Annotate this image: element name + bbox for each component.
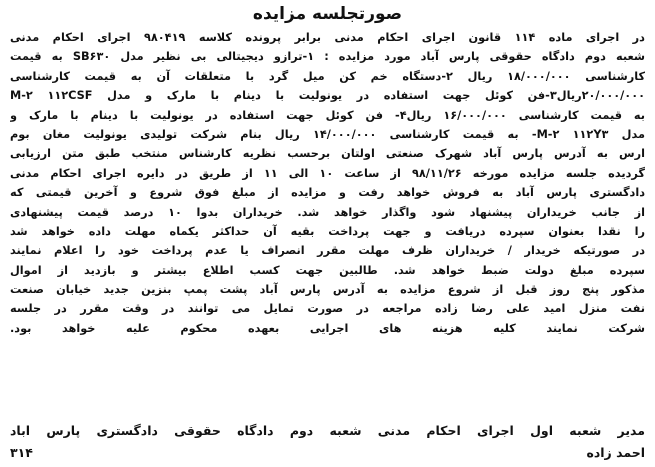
- notice-line: ۲۰/۰۰۰/۰۰۰ریال۳-فن کوئل جهت استفاده در یونولیت با دینام با مارک و مدل M-۲ ۱۱۲CSF: [10, 89, 645, 103]
- notice-line: در اجرای ماده ۱۱۴ قانون اجرای احکام مدنی برابر پرونده کلاسه ۹۸۰۴۱۹ اجرای احکام مدنی: [10, 31, 645, 44]
- footer-bottom-row: [10, 442, 645, 464]
- notice-line: کارشناسی ۱۸/۰۰۰/۰۰۰ ریال ۲-دستگاه خم کن میل گرد با متعلقات آن به قیمت کارشناسی: [10, 69, 645, 83]
- ad-number: ۳۱۴: [10, 445, 33, 460]
- signer-title: مدیر شعبه اول اجرای احکام مدنی شعبه دوم دادگاه حقوقی دادگستری پارس اباد: [10, 423, 645, 438]
- notice-line: گردیده جلسه مزایده مورخه ۹۸/۱۱/۲۶ از ساعت ۱۰ الی ۱۱ از طریق در دایره اجرای احکام مدنی: [10, 166, 645, 180]
- notice-line: به قیمت کارشناسی ۱۶/۰۰۰/۰۰۰ ریال۴- فن کوئل جهت استفاده در یونولیت با دینام با مارک و: [10, 108, 645, 122]
- notice-line: سپرده مبلغ دولت ضبط خواهد شد. طالبین جهت کسب اطلاع بیشتر و بازدید از اموال: [10, 263, 645, 277]
- notice-line: شرکت نمایند کلیه هزینه های اجرایی بعهده محکوم علیه خواهد بود.: [10, 321, 645, 335]
- signer-name: احمد زاده: [586, 445, 645, 460]
- notice-line: مذکور پنج روز قبل از شروع مزایده به آدرس پارس آباد پشت پمپ بنزین جدید خیابان صنعت: [10, 283, 645, 297]
- notice-line: شعبه دوم دادگاه حقوقی پارس آباد مورد مزایده : ۱-ترازو دیجیتالی بی نظیر مدل SB۶۳۰ به قیمت: [10, 50, 645, 64]
- notice-line: دادگستری پارس آباد به فروش خواهد رفت و مزایده از مبلغ فوق شروع و آخرین قیمتی که: [10, 186, 645, 200]
- notice-line: در صورتیکه خریدار / خریداران ظرف مهلت مقرر انصراف یا عدم پرداخت خود را اعلام نمایند: [10, 244, 645, 258]
- notice-line: مدل M-۲ ۱۱۲Y۳- به قیمت کارشناسی ۱۴/۰۰۰/۰۰۰ ریال بنام شرکت تولیدی یونولیت مغان بوم: [10, 127, 645, 141]
- notice-line: را نقدا بعنوان سپرده دریافت و جهت پرداخت بقیه آن حداکثر یکماه مهلت داده خواهد شد: [10, 224, 645, 238]
- notice-footer: [10, 420, 645, 464]
- notice-line: ارس به آدرس پارس آباد شهرک صنعتی اولتان برحسب نظریه کارشناس منتخب طبق متن ارزیابی: [10, 147, 645, 161]
- notice-body: [10, 28, 645, 338]
- notice-line: نفت منزل امید علی رضا زاده مراجعه در صورت تمایل می توانند در وقت مقرر در جلسه: [10, 302, 645, 316]
- notice-line: از جانب خریداران پیشنهاد شود واگذار خواهد شد. خریداران بدوا ۱۰ درصد قیمت پیشنهادی: [10, 205, 645, 219]
- notice-title: صورتجلسه مزایده: [252, 4, 403, 24]
